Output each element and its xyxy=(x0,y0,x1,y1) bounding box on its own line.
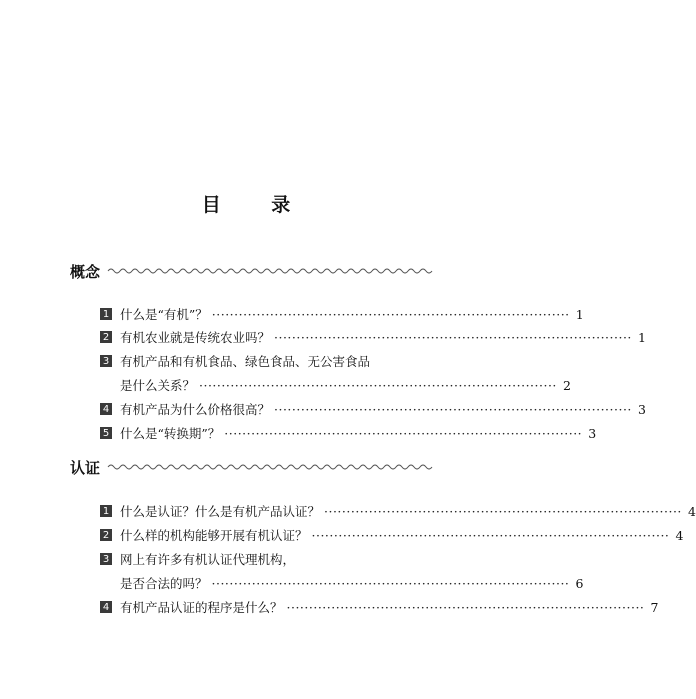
entry-title: 什么是“转换期”？ xyxy=(120,426,221,441)
toc-entry[interactable] xyxy=(100,400,646,418)
toc-entry[interactable] xyxy=(100,305,584,323)
entry-title: 是什么关系？ xyxy=(120,378,196,393)
page-number: 7 xyxy=(650,599,659,615)
toc-entry[interactable] xyxy=(100,328,646,346)
toc-entry[interactable] xyxy=(100,352,420,370)
page-number: 1 xyxy=(575,306,584,322)
entry-title: 是否合法的吗？ xyxy=(120,576,208,591)
toc-entry[interactable] xyxy=(100,424,597,442)
page-number: 1 xyxy=(637,329,646,345)
dot-leader: ················································································ xyxy=(324,503,682,519)
toc-entry[interactable] xyxy=(120,574,584,592)
entry-number-badge: 1 xyxy=(100,308,112,320)
toc-entry[interactable] xyxy=(100,598,659,616)
toc-entry[interactable] xyxy=(100,502,696,520)
dot-leader: ················································································ xyxy=(211,306,570,322)
dot-leader: ················································································ xyxy=(274,401,632,417)
decorative-wave-divider xyxy=(108,266,428,276)
page-number: 2 xyxy=(562,377,571,393)
section-label: 概念 xyxy=(70,262,101,281)
page-number: 4 xyxy=(687,503,696,519)
dot-leader: ················································································ xyxy=(224,425,583,441)
dot-leader: ················································································ xyxy=(199,377,557,393)
dot-leader: ················································································ xyxy=(274,329,632,345)
page-number: 6 xyxy=(575,575,584,591)
entry-title: 有机产品和有机食品、绿色食品、无公害食品 xyxy=(120,354,371,369)
section-label: 认证 xyxy=(70,458,101,477)
entry-number-badge: 4 xyxy=(100,403,112,415)
page-number: 4 xyxy=(675,527,684,543)
entry-number-badge: 3 xyxy=(100,355,112,367)
entry-number-badge: 1 xyxy=(100,505,112,517)
entry-number-badge: 4 xyxy=(100,601,112,613)
dot-leader: ················································································ xyxy=(311,527,670,543)
dot-leader: ················································································ xyxy=(211,575,570,591)
toc-entry[interactable] xyxy=(100,550,420,568)
entry-number-badge: 2 xyxy=(100,331,112,343)
entry-title: 有机产品认证的程序是什么？ xyxy=(120,600,283,615)
page-number: 3 xyxy=(637,401,646,417)
entry-number-badge: 3 xyxy=(100,553,112,565)
page-number: 3 xyxy=(588,425,597,441)
page-title: 目 录 xyxy=(201,194,313,216)
entry-title: 有机农业就是传统农业吗？ xyxy=(120,330,271,345)
entry-title: 网上有许多有机认证代理机构， xyxy=(120,552,296,567)
entry-title: 什么是认证？什么是有机产品认证？ xyxy=(120,504,321,519)
decorative-wave-divider xyxy=(108,462,428,472)
section-heading xyxy=(70,458,420,476)
dot-leader: ················································································ xyxy=(286,599,645,615)
entry-number-badge: 5 xyxy=(100,427,112,439)
section-heading xyxy=(70,262,420,280)
entry-title: 有机产品为什么价格很高？ xyxy=(120,402,271,417)
entry-title: 什么样的机构能够开展有机认证？ xyxy=(120,528,308,543)
toc-entry[interactable] xyxy=(120,376,571,394)
entry-title: 什么是“有机”？ xyxy=(120,307,208,322)
toc-entry[interactable] xyxy=(100,526,684,544)
entry-number-badge: 2 xyxy=(100,529,112,541)
